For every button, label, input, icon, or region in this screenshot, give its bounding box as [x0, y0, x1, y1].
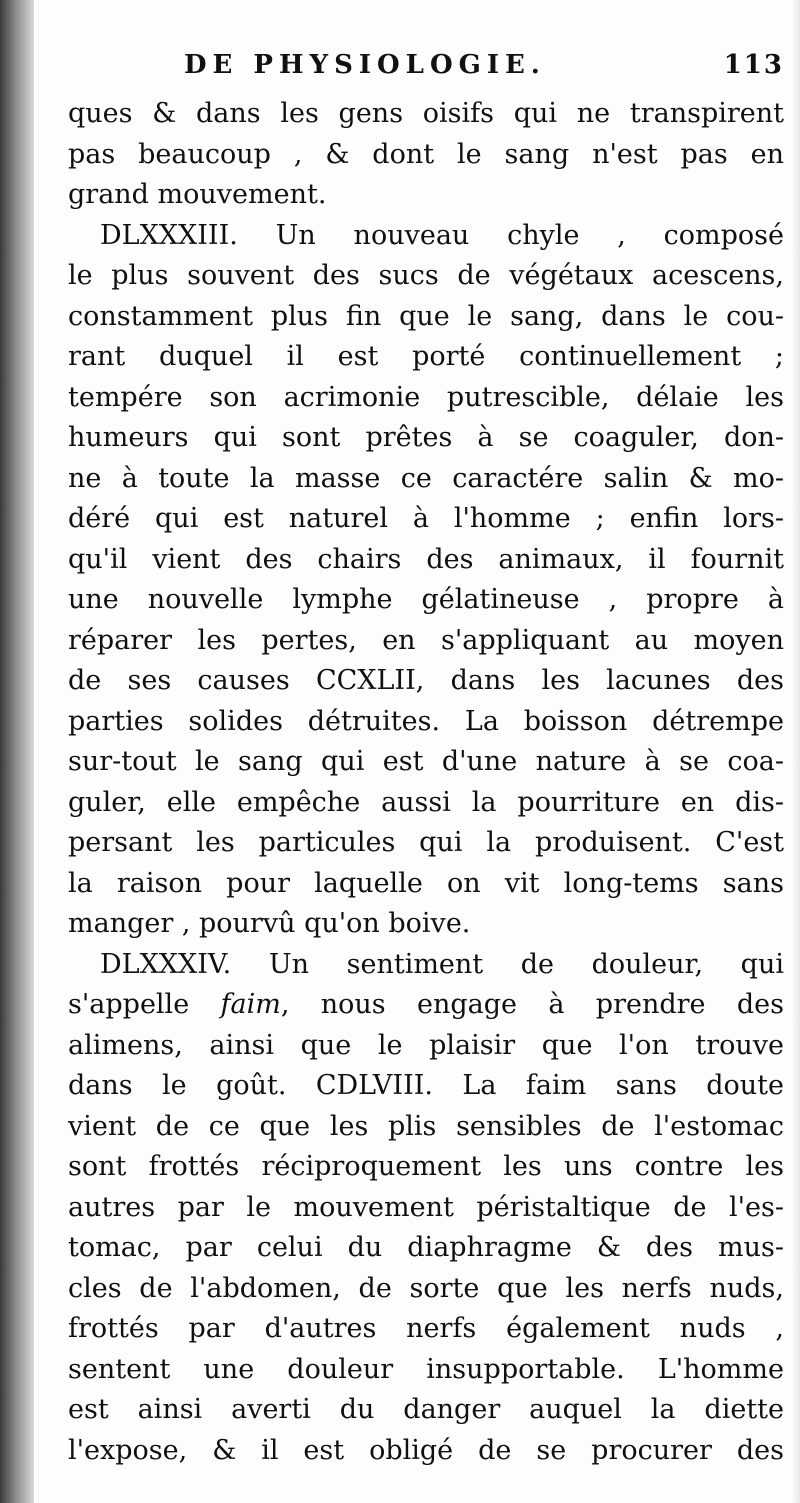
page-number: 113 — [723, 50, 784, 80]
text-line: alimens, ainsi que le plaisir que l'on trouve — [68, 1029, 784, 1061]
text-line: parties solides détruites. La boisson détrempe — [68, 705, 784, 737]
book-page — [34, 0, 790, 1503]
body-text — [68, 94, 784, 1471]
text-line: de ses causes CCXLII, dans les lacunes des — [68, 665, 784, 696]
text-line: sentent une douleur insupportable. L'homme — [68, 1353, 784, 1385]
running-head: DE PHYSIOLOGIE. — [184, 50, 546, 80]
text-line: constamment plus fin que le sang, dans le cou- — [68, 300, 784, 332]
text-line: rant duquel il est porté continuellement ; — [68, 341, 784, 372]
text-line: l'expose, & il est obligé de se procurer des — [68, 1434, 784, 1466]
text-line: sont frottés réciproquement les uns contre les — [68, 1151, 784, 1182]
scan-edge-right — [790, 0, 800, 1503]
text-line: tempére son acrimonie putrescible, délaie les — [68, 381, 784, 413]
text-line-with-italic — [68, 985, 784, 1026]
text-line: la raison pour laquelle on vit long-tems sans — [68, 867, 784, 899]
text-line: sur-tout le sang qui est d'une nature à se coa- — [68, 746, 784, 777]
paragraph-start-DLXXXIII: DLXXXIII. Un nouveau chyle , composé — [100, 219, 784, 251]
paragraph-start-DLXXXIV: DLXXXIV. Un sentiment de douleur, qui — [100, 948, 784, 980]
text-line: grand mouvement. — [68, 179, 327, 210]
text-line: humeurs qui sont prêtes à se coaguler, don- — [68, 422, 784, 453]
text-line: guler, elle empêche aussi la pourriture en dis- — [68, 786, 784, 818]
text-line: manger , pourvû qu'on boive. — [68, 908, 471, 939]
text-line: pas beaucoup , & dont le sang n'est pas en — [68, 138, 784, 170]
text-line: qu'il vient des chairs des animaux, il fournit — [68, 543, 784, 575]
text-line: vient de ce que les plis sensibles de l'estomac — [68, 1110, 784, 1142]
text-line: dans le goût. CDLVIII. La faim sans doute — [68, 1070, 784, 1101]
text-line: le plus souvent des sucs de végétaux acescens, — [68, 260, 784, 291]
italic-term: faim — [220, 989, 281, 1020]
text-line: tomac, par celui du diaphragme & des mus- — [68, 1232, 784, 1263]
text-line: ne à toute la masse ce caractére salin & mo- — [68, 462, 784, 494]
text-line: persant les particules qui la produisent. C'est — [68, 827, 784, 858]
text-line: déré qui est naturel à l'homme ; enfin lors- — [68, 503, 784, 534]
text-line: ques & dans les gens oisifs qui ne transpirent — [68, 98, 784, 129]
text-line: frottés par d'autres nerfs également nuds , — [68, 1313, 784, 1344]
text-line: cles de l'abdomen, de sorte que les nerfs nuds, — [68, 1272, 784, 1304]
scan-shadow-left — [0, 0, 34, 1503]
page-header — [34, 46, 790, 90]
text-run: , nous engage à prendre des — [280, 989, 784, 1020]
text-line: réparer les pertes, en s'appliquant au moyen — [68, 624, 784, 656]
text-run: s'appelle — [68, 989, 221, 1020]
text-line: est ainsi averti du danger auquel la diette — [68, 1394, 784, 1425]
text-line: autres par le mouvement péristaltique de l'es- — [68, 1191, 784, 1223]
text-line: une nouvelle lymphe gélatineuse , propre à — [68, 584, 784, 615]
